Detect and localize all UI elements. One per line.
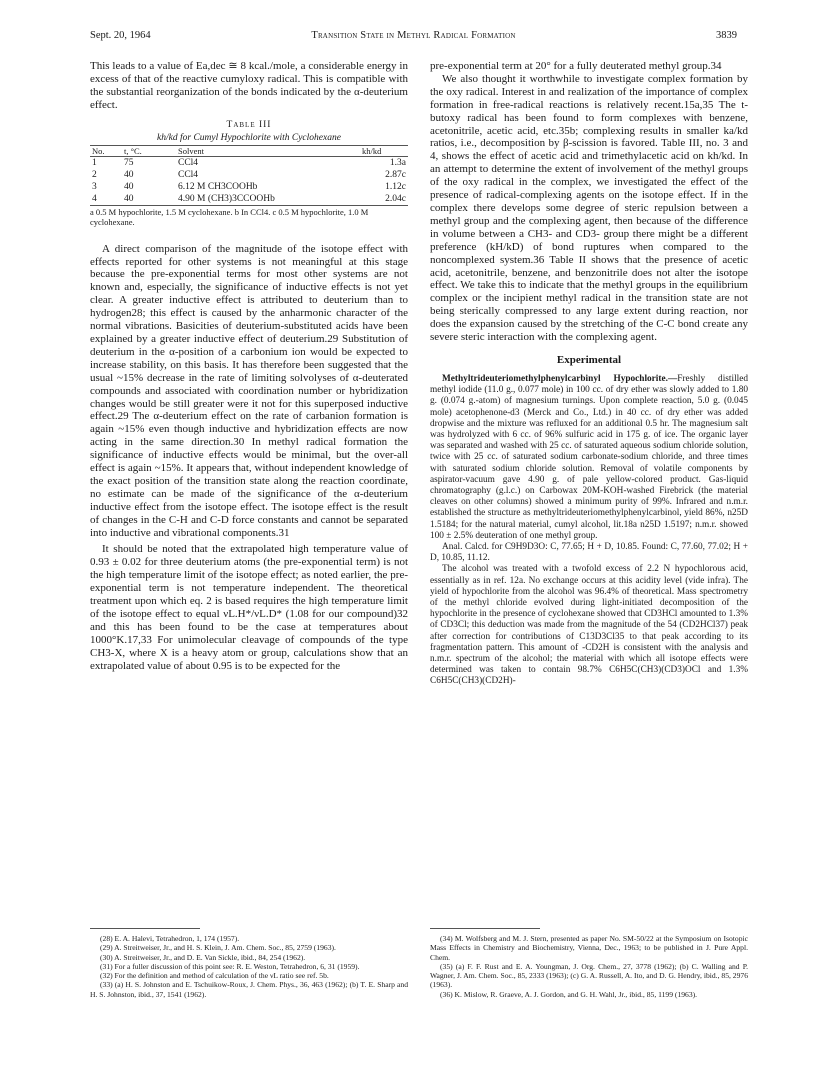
cell-temp: 40 — [122, 193, 176, 206]
experimental-paragraph: The alcohol was treated with a twofold excess of 2.2 N hypochlorous acid, essentially as in ref. 12a. No exchange occurs at this acidity level (vide infra). The yield of hypochlorite from the alcohol was 96.4% of theoretical. Mass spectrometry of the methyl chloride evolved during light-initiated decomposition of the hypochlorite in the presence of cyclohexane showed that CD3HCl amounted to 1.3% of CD3Cl; this deduction was made from the magnitude of the 54 (CD2HCl37) peak after correction for contributions of C13D3Cl35 to that peak according to its fragmentation pattern. This amount of -CD2H is consistent with the analysis and n.m.r. spectrum of the alcohol; the material with which all isotope effects were determined was taken to contain 98.7% C6H5C(CH3)(CD3)OCl and 1.3% C6H5C(CH3)(CD2H)- — [430, 564, 748, 687]
compound-title: Methyltrideuteriomethylphenylcarbinyl Hypochlorite.— — [442, 373, 678, 384]
cell-solvent: 4.90 M (CH3)3CCOOHb — [176, 193, 360, 206]
table-title: Table III — [226, 119, 272, 130]
page-number: 3839 — [716, 30, 737, 41]
body-paragraph: It should be noted that the extrapolated high temperature value of 0.93 ± 0.02 for three deuterium atoms (the pre-exponential term) is not the high temperature limit of the isotope effect; as noted earlier, the pre-exponential term is not temperature independent. The theoretical treatment upon which eq. 2 is based requires the high temperature limit of the isotope effect to equal νL.H*/νL.D* (1.08 for our compound)32 and this has been found to be the case at temperatures about 1000°K.17,33 For unimolecular cleavage of compounds of the type CH3-X, where X is a heavy atom or group, calculations show that an extrapolated value of about 0.95 is to be expected for the — [90, 543, 408, 672]
cell-temp: 40 — [124, 181, 134, 192]
col-header-solvent: Solvent — [176, 145, 360, 156]
footnote: (28) E. A. Halevi, Tetrahedron, 1, 174 (1957). — [100, 934, 240, 943]
cell-solvent: 6.12 M CH3COOHb — [178, 181, 258, 192]
col-header-ratio: kh/kd — [360, 145, 408, 156]
cell-ratio: 2.04c — [360, 193, 408, 206]
footnote-rule — [430, 928, 540, 929]
table-row — [90, 169, 408, 181]
running-title: Transition State in Methyl Radical Formation — [311, 30, 516, 41]
footnote: (36) K. Mislow, R. Graeve, A. J. Gordon, and G. H. Wahl, Jr., ibid., 85, 1199 (1963). — [440, 989, 698, 999]
table-subtitle: kh/kd for Cumyl Hypochlorite with Cyclohexane — [157, 132, 341, 143]
footnote: (32) For the definition and method of calculation of the νL ratio see ref. 5b. — [100, 971, 329, 981]
left-column — [90, 60, 408, 673]
cell-temp: 75 — [124, 157, 134, 168]
cell-solvent: CCl4 — [178, 157, 199, 168]
experimental-section — [430, 374, 748, 688]
table-row — [90, 156, 408, 169]
cell-temp: 40 — [124, 169, 134, 180]
experimental-text: Freshly distilled methyl iodide (11.0 g., 0.077 mole) in 100 cc. of dry ether was slowly added to 1.80 g. (0.074 g.-atom) of magnesium turnings. Upon complete reaction, 5.0 g. (0.045 mole) acetophenone-d3 (Merck and Co., Ltd.) in 40 cc. of dry ether was added dropwise and the mixture was refluxed for an additional 0.5 hr. The magnesium salt was hydrolyzed with 6 cc. of 96% sulfuric acid in 175 g. of ice. The organic layer was separated and washed with 25 cc. of saturated aqueous sodium chloride solution, twice with 25 cc. of saturated sodium carbonate-sodium chloride, and three times with saturated sodium chloride solution. Removal of volatile components by aspirator-vacuum gave 4.90 g. of pale yellow-colored product. Gas-liquid chromatography (g.l.c.) on Carbowax 20M-KOH-washed Firebrick (the material cleaves on other columns) showed a minimum purity of 99%. Infrared and n.m.r. established the structure as methyltrideuteriomethylphenylcarbinol, yield 86%, n25D 1.5184; for the natural material, cumyl alcohol, lit.18a n25D 1.5197; n.m.r. showed 100 ± 2.5% deuteration of one methyl group. — [430, 373, 749, 541]
cell-solvent: CCl4 — [178, 169, 199, 180]
table-iii — [90, 145, 408, 206]
table-footnote: a 0.5 M hypochlorite, 1.5 M cyclohexane. b In CCl4. c 0.5 M hypochlorite, 1.0 M cyclohexane. — [90, 206, 369, 227]
footnotes-left — [90, 934, 408, 999]
footnote: (35) (a) F. F. Rust and E. A. Youngman, J. Org. Chem., 27, 3778 (1962); (b) C. Walling and P. Wagner, J. Am. Chem. Soc., 85, 2333 (1963); (c) G. A. Russell, A. Ito, and D. G. Hendry, ibid., 85, 2976 (1963). — [430, 961, 748, 990]
body-paragraph: We also thought it worthwhile to investigate complex formation by the oxy radical. Interest in and realization of the importance of complex formation in free-radical reactions is relatively recent.15a,35 The t-butoxy radical has been found to form complexes with benzene, acetonitrile, acetic acid, etc.35b; complexing results in smaller ka/kd ratios, i.e., decomposition by β-scission is favored. Table III, no. 3 and 4, shows the effect of acetic acid and trimethylacetic acid on kh/kd. In an attempt to determine the extent of involvement of the methyl groups of the oxy radical in the complex, we investigated the effect of the presence of radical-complexing agents on the isotope effect. If in the complex there develops some degree of steric repulsion between a methyl group and the complexing agent, then because of the difference in volume between a CH3- and CD3- group there might be a different preference (kH/kD) of bond ruptures when compared to the noncomplexed system.36 Table II shows that the presence of acetic acid, acetonitrile, benzene, and benzonitrile does not alter the isotope effect. We take this to indicate that the methyl groups in the equilibrium complex or the incipient methyl radical in the transition state are not being sterically compressed to any large extent during reaction, nor does the expansion caused by the stretching of the C-C bond create any severe steric interaction with the complexing agent. — [430, 72, 748, 344]
table-row — [90, 181, 408, 193]
intro-paragraph: This leads to a value of Ea,dec ≅ 8 kcal./mole, a considerable energy in excess of that of the reactive cumyloxy radical. This is compatible with the substantial reorganization of the bonds indicated by the α-deuterium effect. — [90, 60, 408, 111]
cell-ratio: 1.3a — [389, 157, 406, 168]
analysis-line: Anal. Calcd. for C9H9D3O: C, 77.65; H + D, 10.85. Found: C, 77.60, 77.02; H + D, 10.85, 11.12. — [430, 541, 748, 564]
cell-no: 1 — [92, 157, 97, 168]
footnotes-right — [430, 934, 748, 999]
body-paragraph: pre-exponential term at 20° for a fully deuterated methyl group.34 — [430, 60, 722, 72]
col-header-temp: t, °C. — [122, 145, 176, 156]
right-column — [430, 60, 748, 688]
footnote-rule — [90, 928, 200, 929]
col-header-no: No. — [90, 145, 122, 156]
cell-ratio: 1.12c — [385, 181, 406, 192]
table-row — [90, 193, 408, 206]
footnote: (29) A. Streitweiser, Jr., and H. S. Klein, J. Am. Chem. Soc., 85, 2759 (1963). — [100, 943, 336, 953]
cell-no: 3 — [92, 181, 97, 192]
section-heading-experimental: Experimental — [556, 353, 622, 366]
footnote: (30) A. Streitweiser, Jr., and D. E. Van Sickle, ibid., 84, 254 (1962). — [100, 952, 306, 962]
cell-ratio: 2.87c — [385, 169, 406, 180]
issue-date: Sept. 20, 1964 — [90, 30, 151, 41]
footnote: (31) For a fuller discussion of this point see: R. E. Weston, Tetrahedron, 6, 31 (1959). — [100, 961, 360, 971]
footnote: (34) M. Wolfsberg and M. J. Stern, presented as paper No. SM-50/22 at the Symposium on Isotopic Mass Effects in Chemistry and Biochemistry, Vienna, Dec., 1963; to be published in J. Pure Appl. Chem. — [430, 934, 748, 962]
cell-no: 4 — [90, 193, 122, 206]
footnote: (33) (a) H. S. Johnston and E. Tschuikow-Roux, J. Chem. Phys., 36, 463 (1962); (b) T. E. Sharp and H. S. Johnston, ibid., 37, 1541 (1962). — [90, 980, 408, 999]
table-header-row — [90, 145, 408, 156]
running-head — [90, 30, 737, 46]
body-paragraph: A direct comparison of the magnitude of the isotope effect with effects reported for other systems is not meaningful at this stage because the pre-exponential terms for most other systems are not known and, especially, the significance of inductive effects is not yet clear. A greater inductive effect is attributed to deuterium than to hydrogen28; this effect is caused by the anharmonic character of the normal vibrations. Basicities of deuterium-substituted acids have been explained by a greater inductive effect of deuterium.29 Substitution of deuterium in the α-position of a carbonium ion would be expected to increase stability, on this basis. It has therefore been suggested that the usual ~15% decrease in the rate of limiting solvolyses of α-deuterated compounds and associated with coordination number or hybridization changes would be still greater were it not for this superposed inductive effect.29 The α-deuterium effect on the rate of carbanion formation is again ~15% even though inductive and hybridization effects are now acting in the same direction.30 In methyl radical formation the significance of inductive effects would be minimal, but the over-all effect is again ~15%. It appears that, without independent knowledge of the exact position of the transition state along the reaction coordinate, no estimate can be made of the significance of the α-deuterium inductive effect from the isotope effect. The isotope effect is the result of changes in the C-H and C-D force constants and cannot be separated into inductive and vibrational components.31 — [90, 242, 408, 539]
cell-no: 2 — [92, 169, 97, 180]
experimental-paragraph — [430, 374, 748, 542]
